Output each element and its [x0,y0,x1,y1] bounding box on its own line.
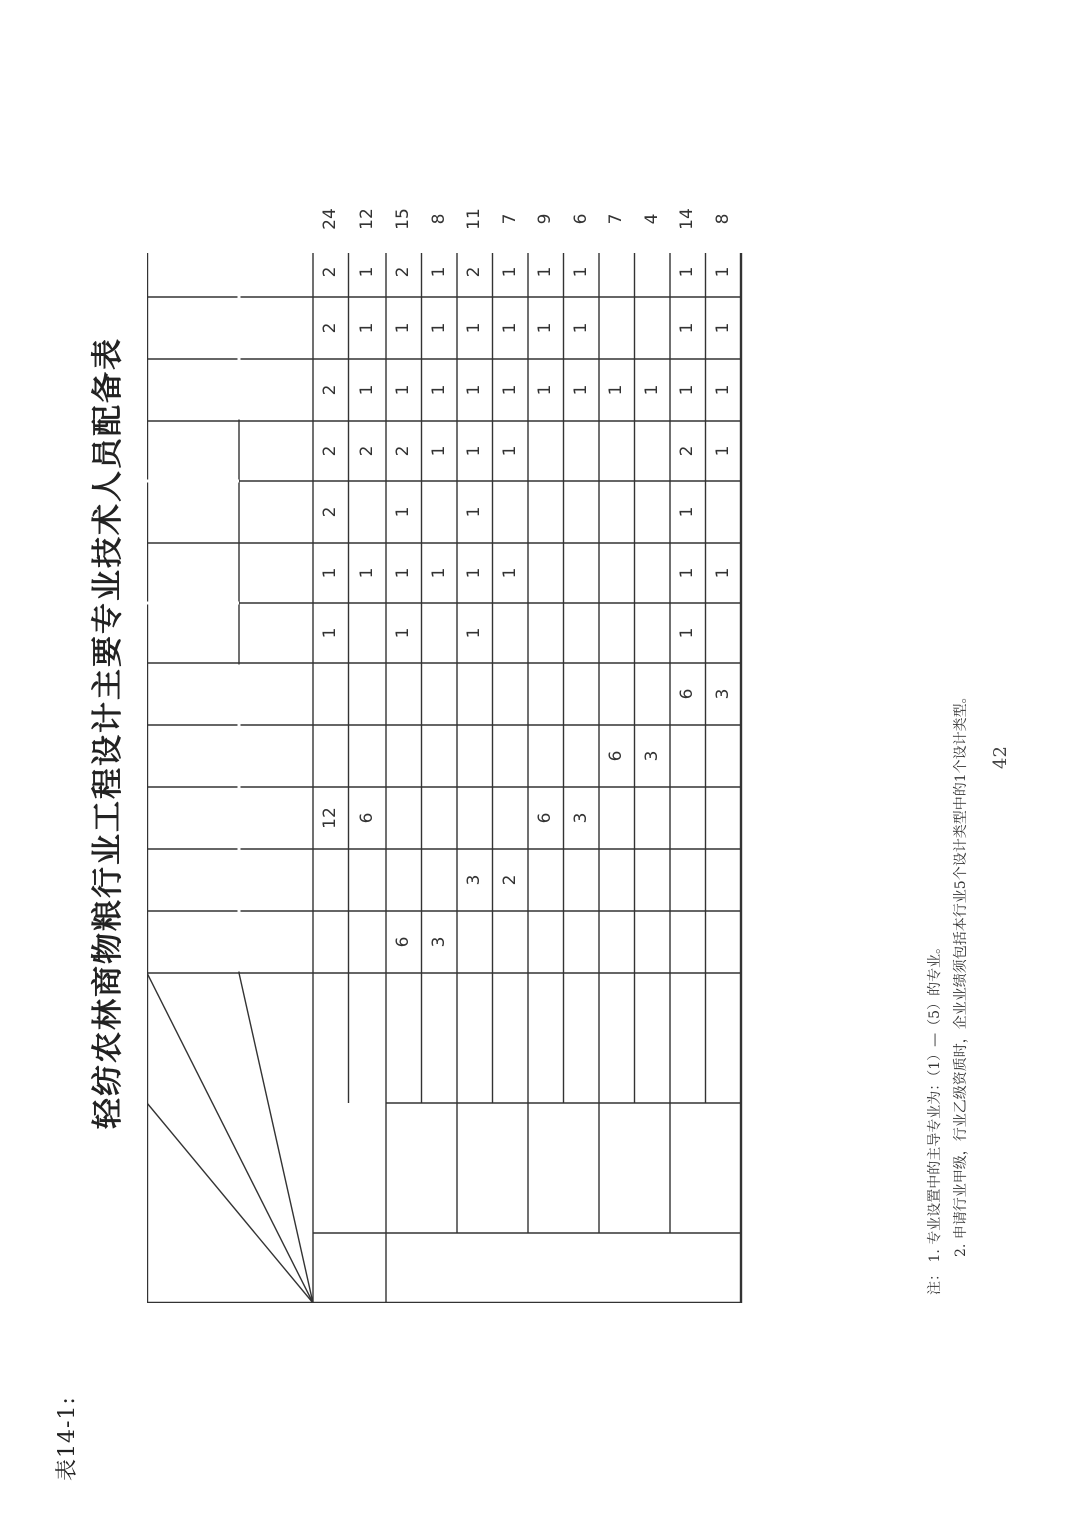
value-cell [670,247,706,297]
value-cell-text: 12 [356,208,377,230]
value-cell-text: 2 [320,322,341,334]
merged-cell-mask [238,253,241,420]
column-header-4 [151,727,235,785]
value-cell [670,359,706,421]
group-label-hangye [313,1235,386,1301]
type-label-3 [528,1105,599,1231]
column-header-7 [151,423,235,541]
value-cell-text: 1 [428,445,449,457]
value-cell-text: 1 [320,627,341,639]
value-cell-text: 1 [570,384,591,396]
value-cell-text: 6 [535,812,556,824]
value-cell [349,787,387,849]
value-cell [670,191,706,247]
value-cell-text: 1 [499,445,520,457]
value-cell [706,543,742,603]
note-1: 注： 1. 专业设置中的主导专业为：（1）—（5）的专业。 [927,939,943,1295]
value-cell [457,247,493,297]
value-cell [457,603,493,663]
value-cell-text: 1 [677,266,698,278]
value-cell [457,191,493,247]
value-cell [422,421,458,481]
value-cell-text: 1 [356,567,377,579]
value-cell-text: 3 [570,812,591,824]
column-header-11 [151,193,309,245]
grade-label [599,975,635,1101]
column-header-1 [151,913,235,971]
value-cell [386,543,422,603]
value-cell-text: 2 [320,384,341,396]
value-cell [670,663,706,725]
value-cell-text: 2 [499,874,520,886]
value-cell-text: 1 [464,445,485,457]
type-label-1 [386,1105,457,1231]
value-cell [706,247,742,297]
value-cell-text: 14 [677,208,698,230]
header-zhuce-zhuanye [205,1013,241,1103]
value-cell-text: 6 [606,750,627,762]
value-cell-text: 2 [464,266,485,278]
value-cell-text: 1 [535,384,556,396]
value-cell-text: 1 [677,384,698,396]
value-cell-text: 1 [712,384,733,396]
grade-label [493,975,529,1101]
value-cell [457,297,493,359]
table-label: 表14-1: [55,1396,80,1481]
note-2: 2. 申请行业甲级，行业乙级资质时，企业业绩须包括本行业5个设计类型中的1个设计类型。 [953,689,969,1257]
value-cell [313,247,349,297]
value-cell [528,191,564,247]
value-cell [386,359,422,421]
value-cell [457,421,493,481]
value-cell-text: 15 [393,208,414,230]
page-number: 42 [990,746,1011,769]
value-cell-text: 1 [464,384,485,396]
value-cell-text: 2 [320,506,341,518]
value-cell-text: 1 [464,506,485,518]
value-cell [422,247,458,297]
value-cell-text: 4 [641,213,662,225]
value-cell-text: 1 [535,266,556,278]
value-cell [313,359,349,421]
value-cell [670,481,706,543]
value-cell [528,297,564,359]
grade-label-hangye-yi [349,973,385,1233]
column-header-8 [151,361,235,419]
value-cell-text: 1 [641,384,662,396]
value-cell [564,297,600,359]
value-cell-text: 7 [606,213,627,225]
value-cell-text: 1 [712,266,733,278]
value-cell [635,725,671,787]
group-label-zhuanye [386,1235,741,1301]
value-cell [422,543,458,603]
value-cell [528,359,564,421]
value-cell-text: 3 [464,874,485,886]
value-cell-text: 1 [464,322,485,334]
value-cell-text: 6 [356,812,377,824]
value-cell-text: 1 [677,322,698,334]
value-cell [313,481,349,543]
value-cell-text: 1 [393,627,414,639]
value-cell-text: 6 [570,213,591,225]
value-cell [386,481,422,543]
value-cell-text: 1 [428,384,449,396]
value-cell [349,543,387,603]
value-cell [313,297,349,359]
value-cell-text: 1 [356,266,377,278]
value-cell-text: 2 [677,445,698,457]
value-cell [706,359,742,421]
column-header-3 [151,789,235,847]
column-header-6 [151,545,235,661]
value-cell [349,247,387,297]
value-cell [422,911,458,973]
column-header-5 [151,665,235,723]
value-cell [493,191,529,247]
value-cell-text: 2 [356,445,377,457]
value-cell-text: 1 [712,567,733,579]
value-cell-text: 1 [393,567,414,579]
value-cell-text: 2 [320,445,341,457]
value-cell-text: 8 [712,213,733,225]
value-cell [386,421,422,481]
value-cell [349,421,387,481]
value-cell [706,421,742,481]
value-cell-text: 1 [677,567,698,579]
value-cell-text: 9 [535,213,556,225]
value-cell-text: 6 [677,688,698,700]
column-header-10 [151,249,235,295]
grade-label [670,975,706,1101]
value-cell [635,359,671,421]
value-cell-text: 11 [464,208,485,230]
value-cell [386,247,422,297]
value-cell [706,297,742,359]
value-cell-text: 1 [499,322,520,334]
grade-label [422,975,458,1101]
value-cell [670,421,706,481]
value-cell [386,603,422,663]
column-header-2 [151,851,235,909]
grade-label [635,975,671,1101]
value-cell [528,247,564,297]
grade-label [386,975,422,1101]
value-cell [670,297,706,359]
value-cell [386,191,422,247]
value-cell [493,849,529,911]
grade-label-hangye-jia [313,973,349,1233]
value-cell-text: 1 [570,266,591,278]
header-zhuanye-shezhi [155,1083,195,1193]
value-cell-text: 1 [464,627,485,639]
value-cell-text: 2 [393,445,414,457]
value-cell [349,297,387,359]
header-sheji-leixing [243,1043,303,1153]
value-cell-text: 1 [499,266,520,278]
value-cell-text: 2 [393,266,414,278]
value-cell [313,191,349,247]
value-cell [493,359,529,421]
value-cell [493,297,529,359]
value-cell [493,421,529,481]
value-cell-text: 1 [428,266,449,278]
value-cell-text: 1 [393,384,414,396]
value-cell [386,297,422,359]
column-header-9 [151,299,235,357]
page-title: 轻纺农林商物粮行业工程设计主要专业技术人员配备表 [90,337,126,1129]
type-label-2 [457,1105,528,1231]
value-cell-text: 1 [393,322,414,334]
value-cell [670,543,706,603]
value-cell-text: 1 [428,322,449,334]
value-cell-text: 1 [677,627,698,639]
value-cell [422,191,458,247]
grade-label [528,975,564,1101]
grade-label [564,975,600,1101]
value-cell [386,911,422,973]
value-cell [313,603,349,663]
value-cell [313,787,349,849]
value-cell-text: 8 [428,213,449,225]
value-cell-text: 1 [356,322,377,334]
value-cell [706,663,742,725]
value-cell-text: 6 [393,936,414,948]
value-cell [564,787,600,849]
value-cell [422,297,458,359]
type-label-4 [599,1105,670,1231]
value-cell [564,359,600,421]
value-cell-text: 12 [320,807,341,829]
value-cell-text: 1 [606,384,627,396]
value-cell-text: 1 [712,445,733,457]
value-cell-text: 1 [712,322,733,334]
grade-label [706,975,742,1101]
value-cell-text: 1 [356,384,377,396]
value-cell-text: 1 [428,567,449,579]
value-cell-text: 3 [712,688,733,700]
value-cell [457,481,493,543]
value-cell [528,787,564,849]
value-cell-text: 1 [570,322,591,334]
value-cell-text: 1 [464,567,485,579]
value-cell-text: 1 [320,567,341,579]
value-cell-text: 1 [499,567,520,579]
subheader-jiegou-yiji [241,483,311,541]
value-cell-text: 7 [499,213,520,225]
value-cell [599,725,635,787]
value-cell [457,543,493,603]
value-cell-text: 2 [320,266,341,278]
header-gongcheng-zizhi [257,1235,311,1301]
value-cell-text: 3 [428,936,449,948]
value-cell [599,191,635,247]
value-cell [349,191,387,247]
value-cell [457,359,493,421]
value-cell [706,191,742,247]
value-cell [599,359,635,421]
value-cell [493,247,529,297]
value-cell [564,247,600,297]
staffing-table [147,208,906,1303]
value-cell-text: 1 [535,322,556,334]
value-cell [493,543,529,603]
subheader-jianzhu-yiji [241,605,311,661]
type-label-5 [670,1105,741,1231]
value-cell [670,603,706,663]
value-cell-text: 3 [641,750,662,762]
value-cell-text: 1 [393,506,414,518]
value-cell [635,191,671,247]
value-cell [564,191,600,247]
value-cell [422,359,458,421]
value-cell [457,849,493,911]
merged-cell-mask [238,665,241,972]
value-cell-text: 24 [320,208,341,230]
value-cell [313,543,349,603]
value-cell-text: 1 [677,506,698,518]
value-cell [313,421,349,481]
grade-label [457,975,493,1101]
value-cell [349,359,387,421]
value-cell-text: 1 [499,384,520,396]
